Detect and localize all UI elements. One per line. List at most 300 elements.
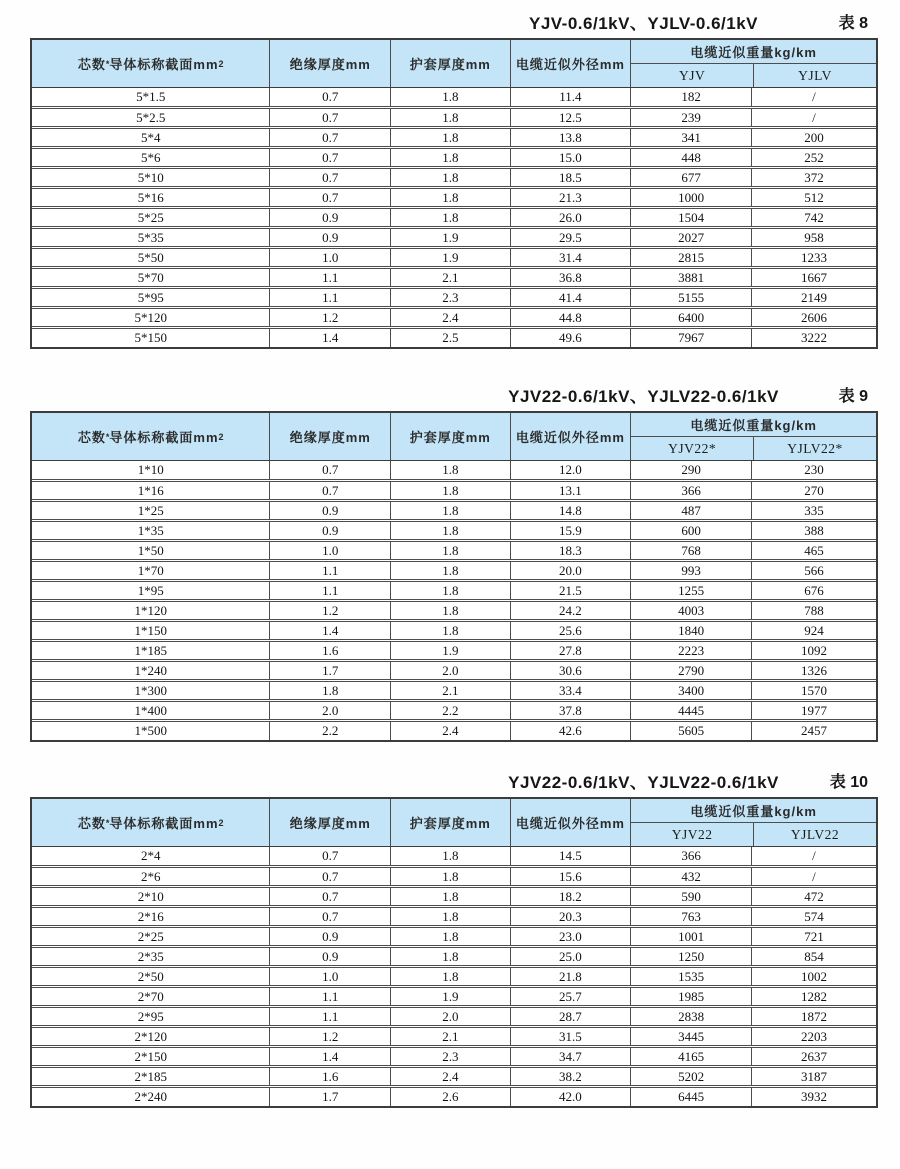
- weight-subheader-row: [631, 823, 876, 846]
- table-cell: 41.4: [511, 289, 632, 306]
- col-header-outer-diameter: 电缆近似外径mm: [511, 40, 632, 87]
- col-header-core-section: 芯数 * 导体标称截面mm 2: [32, 40, 270, 87]
- table-cell: 0.7: [270, 88, 391, 106]
- table-cell: 2223: [631, 642, 752, 659]
- table-number: 表 10: [829, 774, 868, 791]
- table-cell: 1872: [800, 1008, 827, 1024]
- table-cell: 1840: [631, 622, 752, 639]
- table-cell: 341: [631, 129, 752, 146]
- col-header-sheath-thickness: 护套厚度mm: [391, 40, 510, 87]
- table-row: [32, 88, 876, 107]
- table-cell: 1.8: [391, 129, 510, 146]
- table-row: [32, 228, 876, 247]
- table-cell: 26.0: [511, 209, 632, 226]
- table-cell: 29.5: [511, 229, 632, 246]
- table-cell: 1.8: [270, 682, 391, 699]
- col-header-insulation-thickness: 绝缘厚度mm: [270, 413, 391, 460]
- col-header-weight-yjlv22: YJLV22: [790, 826, 840, 842]
- table-cell: 5605: [631, 722, 752, 740]
- table-cell: 200: [804, 129, 824, 145]
- table-cell: 3881: [631, 269, 752, 286]
- table-cell: 4003: [631, 602, 752, 619]
- table-cell: 2.5: [391, 329, 510, 347]
- table-cell: 1504: [631, 209, 752, 226]
- table-cell: 25.0: [511, 948, 632, 965]
- table-number: 表 8: [838, 15, 868, 32]
- table-cell: 1667: [800, 269, 827, 285]
- table-cell: 1.0: [270, 968, 391, 985]
- table-cell: 1092: [800, 642, 827, 658]
- table-cell: 1*185: [32, 642, 270, 659]
- table-cell: 1250: [631, 948, 752, 965]
- table-cell: 12.5: [511, 109, 632, 126]
- table-row: [32, 188, 876, 207]
- table-cell: 2815: [631, 249, 752, 266]
- table-body: [32, 88, 876, 347]
- table-cell: 1.8: [391, 562, 510, 579]
- col-header-insulation-thickness: 绝缘厚度mm: [270, 40, 391, 87]
- table-cell: 2*240: [32, 1088, 270, 1106]
- table-number: 表 9: [838, 388, 868, 405]
- table-cell: 2.2: [270, 722, 391, 740]
- table-row: [32, 947, 876, 966]
- table-cell: 2.4: [391, 309, 510, 326]
- table-cell: 854: [804, 948, 824, 964]
- table-cell: 5*120: [32, 309, 270, 326]
- spec-table-10: [30, 797, 878, 1108]
- table-cell: 2.3: [391, 289, 510, 306]
- table-cell: 3400: [631, 682, 752, 699]
- table-cell: 1.8: [391, 461, 510, 479]
- table-cell: 6445: [631, 1088, 752, 1106]
- table-row: [32, 1047, 876, 1066]
- table-cell: 366: [631, 847, 752, 865]
- table-cell: 2.4: [391, 722, 510, 740]
- table-row: [32, 481, 876, 500]
- col-header-weight-yjlv: YJLV: [798, 67, 832, 83]
- table-row: [32, 1027, 876, 1046]
- table-cell: 0.7: [270, 169, 391, 186]
- col-header-insulation-thickness: 绝缘厚度mm: [270, 799, 391, 846]
- table-cell: 1*95: [32, 582, 270, 599]
- table-row: [32, 661, 876, 680]
- table-row: [32, 581, 876, 600]
- table-cell: 0.7: [270, 149, 391, 166]
- table-cell: 30.6: [511, 662, 632, 679]
- table-cell: 5*50: [32, 249, 270, 266]
- table-cell: 21.5: [511, 582, 632, 599]
- table-cell: 20.3: [511, 908, 632, 925]
- table-cell: 1255: [631, 582, 752, 599]
- table-cell: 5*70: [32, 269, 270, 286]
- table-caption-row: [0, 382, 900, 404]
- table-cell: 1*35: [32, 522, 270, 539]
- table-cell: 2*6: [32, 868, 270, 885]
- table-cell: 182: [631, 88, 752, 106]
- table-cell: 2.6: [391, 1088, 510, 1106]
- weight-subheader-row: [631, 64, 876, 87]
- table-cell: 1.2: [270, 309, 391, 326]
- table-cell: 0.7: [270, 109, 391, 126]
- table-cell: 1977: [800, 702, 827, 718]
- table-cell: 676: [804, 582, 824, 598]
- table-cell: 5*4: [32, 129, 270, 146]
- table-cell: 2*25: [32, 928, 270, 945]
- table-row: [32, 1067, 876, 1086]
- table-cell: /: [812, 89, 816, 104]
- table-cell: 1.1: [270, 289, 391, 306]
- table-cell: 1.1: [270, 1008, 391, 1025]
- table-cell: 2149: [800, 289, 827, 305]
- table-cell: 4165: [631, 1048, 752, 1065]
- table-cell: 2637: [800, 1048, 827, 1064]
- col-header-core-text: 芯数: [77, 430, 106, 445]
- table-row: [32, 867, 876, 886]
- table-cell: 1.8: [391, 622, 510, 639]
- table-cell: 1.1: [270, 582, 391, 599]
- table-cell: 366: [631, 482, 752, 499]
- table-cell: 2027: [631, 229, 752, 246]
- table-row: [32, 887, 876, 906]
- table-cell: 1.8: [391, 582, 510, 599]
- table-cell: 0.9: [270, 502, 391, 519]
- table-cell: 0.9: [270, 522, 391, 539]
- table-body: [32, 847, 876, 1106]
- table-cell: 1233: [800, 249, 827, 265]
- col-header-weight-label: 电缆近似重量kg/km: [631, 40, 876, 64]
- table-cell: 1570: [800, 682, 827, 698]
- col-header-core-section: 芯数 * 导体标称截面mm 2: [32, 413, 270, 460]
- table-cell: 2790: [631, 662, 752, 679]
- table-cell: 1.8: [391, 542, 510, 559]
- table-cell: 2838: [631, 1008, 752, 1025]
- table-row: [32, 328, 876, 347]
- table-cell: 566: [804, 562, 824, 578]
- table-cell: 1.1: [270, 988, 391, 1005]
- table-cell: 14.5: [511, 847, 632, 865]
- table-cell: 1.8: [391, 482, 510, 499]
- table-cell: 1*240: [32, 662, 270, 679]
- table-cell: 5*150: [32, 329, 270, 347]
- table-cell: 1.7: [270, 1088, 391, 1106]
- table-cell: 31.5: [511, 1028, 632, 1045]
- table-cell: 1.8: [391, 522, 510, 539]
- table-cell: 14.8: [511, 502, 632, 519]
- table-row: [32, 208, 876, 227]
- table-header: [32, 413, 876, 461]
- table-row: [32, 987, 876, 1006]
- table-cell: 13.8: [511, 129, 632, 146]
- table-cell: 25.7: [511, 988, 632, 1005]
- table-cell: 924: [804, 622, 824, 638]
- table-cell: 2.4: [391, 1068, 510, 1085]
- table-row: [32, 701, 876, 720]
- col-header-weight-yjv22: YJV22*: [631, 437, 754, 460]
- col-header-weight-label: 电缆近似重量kg/km: [631, 413, 876, 437]
- table-cell: 1002: [800, 968, 827, 984]
- table-cell: 1.0: [270, 542, 391, 559]
- table-cell: 2*120: [32, 1028, 270, 1045]
- table-cell: 37.8: [511, 702, 632, 719]
- table-cell: 1.4: [270, 1048, 391, 1065]
- table-cell: 3222: [800, 330, 827, 345]
- table-cell: 27.8: [511, 642, 632, 659]
- table-cell: 768: [631, 542, 752, 559]
- table-cell: 388: [804, 522, 824, 538]
- table-cell: 2606: [800, 309, 827, 325]
- col-header-section-text: 导体标称截面mm: [109, 816, 219, 831]
- table-cell: 270: [804, 482, 824, 498]
- table-cell: 1.8: [391, 109, 510, 126]
- col-header-section-text: 导体标称截面mm: [109, 57, 219, 72]
- table-cell: 2*16: [32, 908, 270, 925]
- table-row: [32, 561, 876, 580]
- table-cell: 28.7: [511, 1008, 632, 1025]
- table-cell: 1326: [800, 662, 827, 678]
- table-cell: 1282: [800, 988, 827, 1004]
- table-cell: 600: [631, 522, 752, 539]
- col-header-weight-group: [631, 40, 876, 87]
- table-cell: 23.0: [511, 928, 632, 945]
- table-cell: 15.6: [511, 868, 632, 885]
- table-cell: 1.8: [391, 169, 510, 186]
- table-cell: 44.8: [511, 309, 632, 326]
- table-cell: 1.2: [270, 602, 391, 619]
- table-cell: 1.0: [270, 249, 391, 266]
- table-cell: 230: [804, 462, 824, 477]
- table-cell: 0.7: [270, 189, 391, 206]
- table-row: [32, 128, 876, 147]
- table-cell: 15.0: [511, 149, 632, 166]
- table-cell: 5202: [631, 1068, 752, 1085]
- col-header-weight-yjlv22: YJLV22*: [787, 440, 843, 456]
- col-header-weight-yjv: YJV: [631, 64, 754, 87]
- col-header-core-text: 芯数: [77, 57, 106, 72]
- table-row: [32, 541, 876, 560]
- spec-table-9: [30, 411, 878, 742]
- table-cell: 2.1: [391, 1028, 510, 1045]
- table-cell: 5*35: [32, 229, 270, 246]
- table-cell: 1.8: [391, 908, 510, 925]
- table-caption-row: [0, 768, 900, 790]
- table-cell: 5*95: [32, 289, 270, 306]
- table-row: [32, 1007, 876, 1026]
- table-cell: 0.7: [270, 129, 391, 146]
- table-cell: 2457: [800, 723, 827, 738]
- table-row: [32, 681, 876, 700]
- table-cell: 432: [631, 868, 752, 885]
- table-cell: 42.6: [511, 722, 632, 740]
- col-header-weight-group: [631, 799, 876, 846]
- col-header-sheath-thickness: 护套厚度mm: [391, 413, 510, 460]
- table-row: [32, 641, 876, 660]
- table-cell: 372: [804, 169, 824, 185]
- table-cell: 1.1: [270, 562, 391, 579]
- table-cell: 5*10: [32, 169, 270, 186]
- table-cell: 2.0: [391, 662, 510, 679]
- table-cell: 1535: [631, 968, 752, 985]
- table-cell: 0.7: [270, 908, 391, 925]
- table-cell: 1.4: [270, 622, 391, 639]
- col-header-outer-diameter: 电缆近似外径mm: [511, 413, 632, 460]
- table-cell: 0.7: [270, 461, 391, 479]
- table-cell: 3187: [800, 1068, 827, 1084]
- table-cell: 472: [804, 888, 824, 904]
- table-cell: 1.8: [391, 948, 510, 965]
- table-cell: 1*400: [32, 702, 270, 719]
- table-cell: 1*500: [32, 722, 270, 740]
- table-row: [32, 148, 876, 167]
- table-cell: 2*4: [32, 847, 270, 865]
- table-cell: 18.2: [511, 888, 632, 905]
- table-cell: 25.6: [511, 622, 632, 639]
- table-cell: 2*70: [32, 988, 270, 1005]
- table-cell: 18.3: [511, 542, 632, 559]
- table-cell: 34.7: [511, 1048, 632, 1065]
- table-cell: 1*300: [32, 682, 270, 699]
- table-cell: 5*16: [32, 189, 270, 206]
- table-row: [32, 108, 876, 127]
- table-cell: 1985: [631, 988, 752, 1005]
- table-cell: 465: [804, 542, 824, 558]
- table-row: [32, 927, 876, 946]
- table-cell: 2*95: [32, 1008, 270, 1025]
- table-cell: 21.3: [511, 189, 632, 206]
- table-cell: 0.9: [270, 928, 391, 945]
- table-cell: 487: [631, 502, 752, 519]
- table-cell: 0.7: [270, 482, 391, 499]
- table-cell: 13.1: [511, 482, 632, 499]
- table-cell: 0.7: [270, 888, 391, 905]
- col-header-core-section: 芯数 * 导体标称截面mm 2: [32, 799, 270, 846]
- table-caption-row: [0, 9, 900, 31]
- table-row: [32, 847, 876, 866]
- col-header-weight-label: 电缆近似重量kg/km: [631, 799, 876, 823]
- table-cell: 958: [804, 229, 824, 245]
- table-cell: 1*50: [32, 542, 270, 559]
- table-cell: 2*185: [32, 1068, 270, 1085]
- table-cell: 290: [631, 461, 752, 479]
- table-cell: 788: [804, 602, 824, 618]
- table-cell: 5*25: [32, 209, 270, 226]
- table-cell: /: [812, 868, 816, 884]
- col-header-section-text: 导体标称截面mm: [109, 430, 219, 445]
- table-cell: 1*120: [32, 602, 270, 619]
- table-cell: 1*70: [32, 562, 270, 579]
- table-row: [32, 521, 876, 540]
- table-cell: 2.1: [391, 682, 510, 699]
- table-cell: 0.9: [270, 948, 391, 965]
- table-cell: 1*150: [32, 622, 270, 639]
- table-cell: 239: [631, 109, 752, 126]
- table-cell: 20.0: [511, 562, 632, 579]
- table-cell: 0.9: [270, 209, 391, 226]
- table-row: [32, 268, 876, 287]
- table-cell: 2*50: [32, 968, 270, 985]
- table-cell: 33.4: [511, 682, 632, 699]
- table-cell: 1*16: [32, 482, 270, 499]
- table-title: YJV22-0.6/1kV、YJLV22-0.6/1kV: [508, 387, 779, 406]
- table-cell: 2*10: [32, 888, 270, 905]
- table-cell: 2.3: [391, 1048, 510, 1065]
- table-cell: 2.1: [391, 269, 510, 286]
- table-cell: 31.4: [511, 249, 632, 266]
- table-cell: 2203: [800, 1028, 827, 1044]
- table-cell: 1.7: [270, 662, 391, 679]
- table-cell: 677: [631, 169, 752, 186]
- table-cell: 0.7: [270, 868, 391, 885]
- table-cell: 1.6: [270, 642, 391, 659]
- table-cell: 742: [804, 209, 824, 225]
- table-cell: 42.0: [511, 1088, 632, 1106]
- table-cell: 252: [804, 149, 824, 165]
- table-cell: 993: [631, 562, 752, 579]
- table-cell: 1.8: [391, 189, 510, 206]
- table-cell: 1.8: [391, 888, 510, 905]
- table-row: [32, 967, 876, 986]
- table-row: [32, 501, 876, 520]
- table-cell: 1.2: [270, 1028, 391, 1045]
- table-cell: 721: [804, 928, 824, 944]
- table-body: [32, 461, 876, 740]
- table-cell: 0.7: [270, 847, 391, 865]
- table-cell: 5*2.5: [32, 109, 270, 126]
- table-cell: 763: [631, 908, 752, 925]
- spec-table-8: [30, 38, 878, 349]
- table-cell: 1.8: [391, 149, 510, 166]
- table-header: [32, 799, 876, 847]
- table-cell: 1*25: [32, 502, 270, 519]
- table-cell: /: [812, 109, 816, 125]
- table-cell: 4445: [631, 702, 752, 719]
- table-title: YJV22-0.6/1kV、YJLV22-0.6/1kV: [508, 773, 779, 792]
- table-cell: 574: [804, 908, 824, 924]
- table-cell: 1.9: [391, 988, 510, 1005]
- table-cell: 12.0: [511, 461, 632, 479]
- table-row: [32, 308, 876, 327]
- table-cell: 1.8: [391, 868, 510, 885]
- table-cell: 1.8: [391, 968, 510, 985]
- table-cell: 1.8: [391, 88, 510, 106]
- table-row: [32, 907, 876, 926]
- table-cell: 1.8: [391, 209, 510, 226]
- table-cell: 1.6: [270, 1068, 391, 1085]
- table-title: YJV-0.6/1kV、YJLV-0.6/1kV: [528, 14, 759, 33]
- weight-subheader-row: [631, 437, 876, 460]
- table-row: [32, 601, 876, 620]
- table-cell: 5*6: [32, 149, 270, 166]
- table-cell: 36.8: [511, 269, 632, 286]
- table-cell: 448: [631, 149, 752, 166]
- table-cell: 2.0: [270, 702, 391, 719]
- table-cell: 38.2: [511, 1068, 632, 1085]
- table-cell: 0.9: [270, 229, 391, 246]
- table-row: [32, 168, 876, 187]
- table-cell: 24.2: [511, 602, 632, 619]
- table-cell: 1.9: [391, 229, 510, 246]
- table-cell: 15.9: [511, 522, 632, 539]
- table-row: [32, 721, 876, 740]
- table-cell: 512: [804, 189, 824, 205]
- table-cell: 1.9: [391, 642, 510, 659]
- table-cell: 1.1: [270, 269, 391, 286]
- table-cell: /: [812, 848, 816, 863]
- table-row: [32, 288, 876, 307]
- col-header-outer-diameter: 电缆近似外径mm: [511, 799, 632, 846]
- table-cell: 2.2: [391, 702, 510, 719]
- table-cell: 21.8: [511, 968, 632, 985]
- table-cell: 1000: [631, 189, 752, 206]
